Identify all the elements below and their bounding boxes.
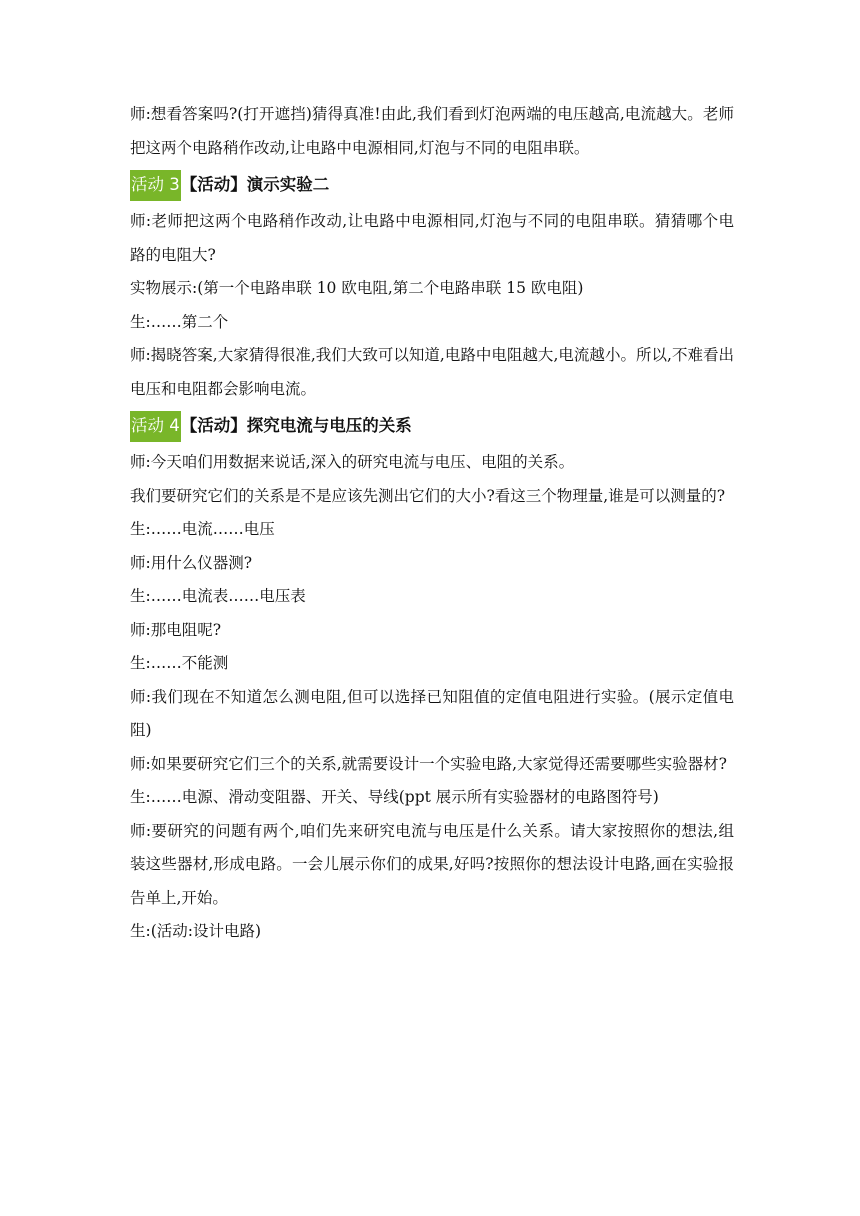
activity-4-heading [130, 408, 734, 444]
activity-title: 【活动】演示实验二 [180, 175, 330, 194]
paragraph-3: 实物展示:(第一个电路串联 10 欧电阻,第二个电路串联 15 欧电阻) [130, 279, 584, 297]
paragraph-1: 师:想看答案吗?(打开遮挡)猜得真准!由此,我们看到灯泡两端的电压越高,电流越大。老师把这两个电路稍作改动,让电路中电源相同,灯泡与不同的电阻串联。 [130, 105, 734, 157]
paragraph-15: 生:……电源、滑动变阻器、开关、导线(ppt 展示所有实验器材的电路图符号) [130, 788, 659, 806]
paragraph-7: 我们要研究它们的关系是不是应该先测出它们的大小?看这三个物理量,谁是可以测量的? [130, 486, 726, 505]
paragraph-11: 师:那电阻呢? [130, 620, 222, 639]
paragraph-12: 生:……不能测 [130, 654, 229, 672]
paragraph-2: 师:老师把这两个电路稍作改动,让电路中电源相同,灯泡与不同的电阻串联。猜猜哪个电路的电阻大? [130, 212, 734, 264]
paragraph-9: 师:用什么仪器测? [130, 553, 253, 572]
activity-title: 【活动】探究电流与电压的关系 [180, 416, 412, 435]
paragraph-4: 生:……第二个 [130, 312, 229, 331]
paragraph-5: 师:揭晓答案,大家猜得很准,我们大致可以知道,电路中电阻越大,电流越小。所以,不难看出电压和电阻都会影响电流。 [130, 346, 734, 398]
activity-3-heading [130, 167, 734, 203]
paragraph-6: 师:今天咱们用数据来说话,深入的研究电流与电压、电阻的关系。 [130, 453, 575, 471]
activity-tag: 活动 3 [130, 170, 181, 201]
activity-tag: 活动 4 [130, 411, 181, 442]
paragraph-10: 生:……电流表……电压表 [130, 587, 306, 605]
paragraph-13: 师:我们现在不知道怎么测电阻,但可以选择已知阻值的定值电阻进行实验。(展示定值电阻) [130, 687, 734, 739]
paragraph-8: 生:……电流……电压 [130, 520, 275, 538]
paragraph-14: 师:如果要研究它们三个的关系,就需要设计一个实验电路,大家觉得还需要哪些实验器材? [130, 754, 727, 773]
paragraph-16: 师:要研究的问题有两个,咱们先来研究电流与电压是什么关系。请大家按照你的想法,组装这些器材,形成电路。一会儿展示你们的成果,好吗?按照你的想法设计电路,画在实验报告单上,开始。 [130, 821, 734, 907]
paragraph-17: 生:(活动:设计电路) [130, 922, 262, 940]
document-page [130, 98, 734, 949]
